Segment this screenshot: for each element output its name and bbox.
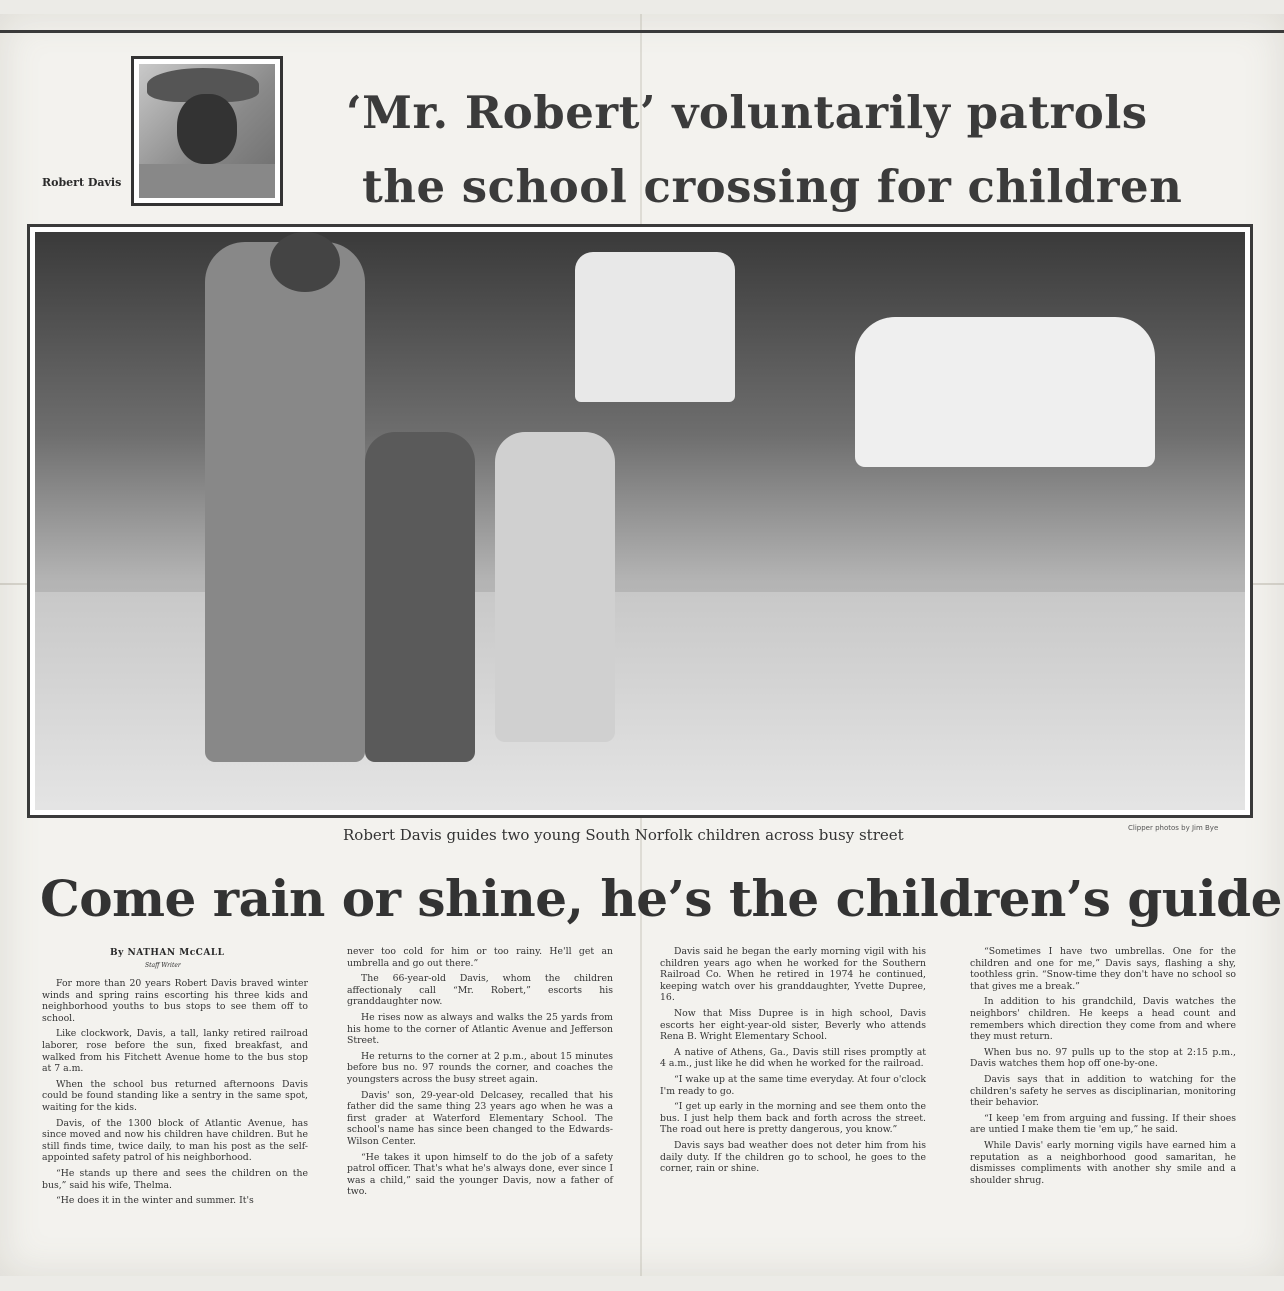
paragraph: “I keep 'em from arguing and fussing. If their shoes are untied I make them tie 'em up,” he said. [970,1112,1236,1136]
main-headline: Come rain or shine, he’s the children’s guide [40,869,1282,928]
paragraph: Now that Miss Dupree is in high school, Davis escorts her eight-year-old sister, Beverly who attends Rena B. Wright Elementary School. [660,1007,926,1043]
article-column-1 [42,978,308,1211]
photo-credit: Clipper photos by Jim Bye [1128,824,1219,832]
main-photo [27,224,1253,818]
paragraph: “He stands up there and sees the children on the bus,” said his wife, Thelma. [42,1167,308,1191]
paragraph: When bus no. 97 pulls up to the stop at 2:15 p.m., Davis watches them hop off one-by-one. [970,1046,1236,1070]
paragraph: “I wake up at the same time everyday. At four o'clock I'm ready to go. [660,1073,926,1097]
portrait-image [139,64,275,198]
paragraph: Davis said he began the early morning vigil with his children years ago when he worked for the Southern Railroad Co. When he retired in 1974 he continued, keeping watch over his granddaughter, Yvette Dupree, 16. [660,946,926,1004]
paragraph: “Sometimes I have two umbrellas. One for the children and one for me,” Davis says, flashing a shy, toothless grin. “Snow-time they don't have no school so that gives me a break.” [970,946,1236,992]
paragraph: “He takes it upon himself to do the job of a safety patrol officer. That's what he's always done, ever since I was a child,” said the younger Davis, now a father of two. [347,1151,613,1198]
article-column-2 [347,946,613,1202]
portrait-photo [131,56,283,206]
paragraph: A native of Athens, Ga., Davis still rises promptly at 4 a.m., just like he did when he worked for the railroad. [660,1046,926,1070]
paragraph: “He does it in the winter and summer. It's [56,1195,254,1207]
paragraph: For more than 20 years Robert Davis braved winter winds and spring rains escorting his three kids and neighborhood youths to bus stops to see them off to school. [42,978,308,1024]
top-headline [346,76,1246,224]
paragraph: Davis, of the 1300 block of Atlantic Avenue, has since moved and now his children have children. But he still finds time, twice daily, to man his post as the self-appointed safety patrol of his neighborhood. [42,1117,308,1164]
paragraph: Davis' son, 29-year-old Delcasey, recalled that his father did the same thing 23 years ago when he was a first grader at Waterford Elementary School. The school's name has since been changed to the Edwards-Wilson Center. [347,1089,613,1147]
paragraph: In addition to his grandchild, Davis watches the neighbors' children. He keeps a head count and remembers which direction they come from and where they must return. [970,996,1236,1043]
article-column-3 [660,946,926,1179]
paragraph: never too cold for him or too rainy. He'll get an umbrella and go out there.” [347,946,613,969]
paragraph: He returns to the corner at 2 p.m., about 15 minutes before bus no. 97 rounds the corner, and coaches the youngsters across the busy street again. [347,1050,613,1085]
paragraph: Davis says that in addition to watching for the children's safety he serves as disciplinarian, monitoring their behavior. [970,1073,1236,1109]
paragraph: The 66-year-old Davis, whom the children affectionaly call “Mr. Robert,” escorts his granddaughter now. [347,973,613,1008]
byline-title: Staff Writer [145,962,181,969]
top-headline-line2: the school crossing for children [362,160,1183,213]
byline-author: By NATHAN McCALL [110,948,225,958]
paragraph: When the school bus returned afternoons Davis could be found standing like a sentry in the same spot, waiting for the kids. [42,1078,308,1113]
main-photo-image [35,232,1245,810]
top-rule [0,30,1284,33]
paragraph: While Davis' early morning vigils have earned him a reputation as a neighborhood good samaritan, he dismisses compliments with another shy smile and a shoulder shrug. [970,1139,1236,1186]
paragraph: “I get up early in the morning and see them onto the bus. I just help them back and forth across the street. The road out here is pretty dangerous, you know.” [660,1101,926,1136]
paragraph: Like clockwork, Davis, a tall, lanky retired railroad laborer, rose before the sun, fixed breakfast, and walked from his Fitchett Avenue home to the bus stop at 7 a.m. [42,1028,308,1075]
portrait-caption: Robert Davis [42,176,122,189]
top-headline-line1: ‘Mr. Robert’ voluntarily patrols [346,86,1148,139]
paragraph: Davis says bad weather does not deter him from his daily duty. If the children go to school, he goes to the corner, rain or shine. [660,1139,926,1175]
article-column-4 [970,946,1236,1190]
paragraph: He rises now as always and walks the 25 yards from his home to the corner of Atlantic Avenue and Jefferson Street. [347,1011,613,1047]
photo-caption: Robert Davis guides two young South Norfolk children across busy street [343,826,904,844]
